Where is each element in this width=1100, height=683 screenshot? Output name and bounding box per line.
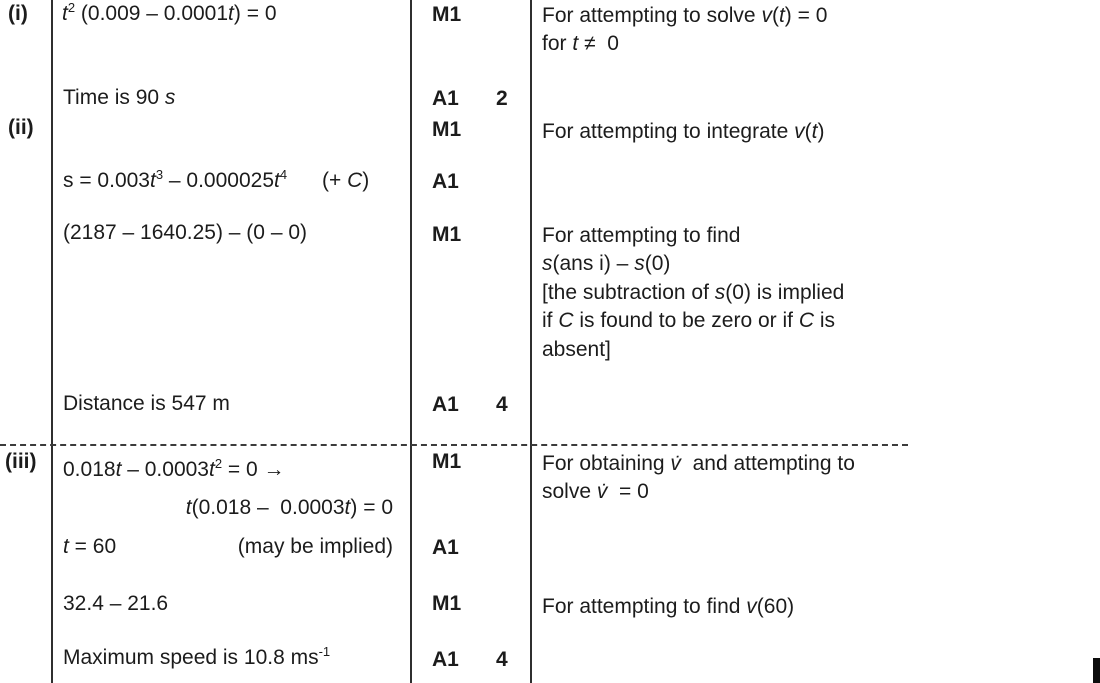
comment-block bbox=[542, 118, 824, 146]
comment-line: s(ans i) – s(0) bbox=[542, 252, 671, 276]
part-label: (i) bbox=[8, 2, 28, 25]
comment-line: absent] bbox=[542, 337, 611, 361]
comment-line: solve v̇ = 0 bbox=[542, 480, 649, 504]
working-line: Time is 90 s bbox=[63, 86, 176, 109]
page-edge-mark bbox=[1093, 658, 1100, 683]
mark-m1: M1 bbox=[432, 450, 462, 473]
mark-total: 4 bbox=[496, 393, 508, 416]
comment-block bbox=[542, 2, 827, 59]
working-line: $0.018t - 0.0003t^2 = 0$ → bbox=[63, 456, 285, 481]
column-divider bbox=[410, 0, 412, 683]
working-note: (may be implied) bbox=[237, 535, 393, 558]
column-divider bbox=[530, 0, 532, 683]
comment-line: For attempting to find bbox=[542, 224, 741, 247]
working-line: Maximum speed is 10.8 $ms^{-1}$ bbox=[63, 644, 331, 669]
mark-m1: M1 bbox=[432, 3, 462, 26]
comment-line: for t ≠ 0 bbox=[542, 32, 619, 56]
comment-line: For attempting to solve v(t) = 0 bbox=[542, 4, 828, 27]
working-line: t(0.018 – 0.0003t) = 0 bbox=[185, 496, 393, 519]
comment-block bbox=[542, 450, 855, 507]
part-label: (ii) bbox=[8, 116, 34, 139]
mark-a1: A1 bbox=[432, 648, 459, 671]
comment-line: For attempting to find v(60) bbox=[542, 595, 795, 618]
working-line: 32.4 – 21.6 bbox=[63, 592, 169, 615]
mark-a1: A1 bbox=[432, 536, 459, 559]
comment-block bbox=[542, 222, 844, 364]
column-divider bbox=[51, 0, 53, 683]
comment-block bbox=[542, 593, 794, 621]
working-line: (2187 – 1640.25) – (0 – 0) bbox=[63, 221, 308, 244]
comment-line: For obtaining v̇ and attempting to bbox=[542, 452, 855, 475]
mark-a1: A1 bbox=[432, 170, 459, 193]
part-label: (iii) bbox=[5, 450, 37, 473]
mark-m1: M1 bbox=[432, 592, 462, 615]
mark-total: 2 bbox=[496, 87, 508, 110]
working-note: (+ C) bbox=[322, 169, 370, 192]
comment-line: [the subtraction of s(0) is implied bbox=[542, 280, 845, 304]
section-divider-dashed bbox=[0, 444, 908, 446]
working-line: Distance is 547 m bbox=[63, 392, 230, 415]
working-line: $s = 0.003t^3 - 0.000025t^4$ bbox=[63, 167, 288, 192]
working-line: $t^2$ (0.009 – 0.0001t) = 0 bbox=[62, 0, 277, 25]
working-line: t = 60 bbox=[63, 535, 117, 558]
mark-a1: A1 bbox=[432, 393, 459, 416]
comment-line: For attempting to integrate v(t) bbox=[542, 120, 825, 143]
mark-m1: M1 bbox=[432, 223, 462, 246]
mark-total: 4 bbox=[496, 648, 508, 671]
mark-m1: M1 bbox=[432, 118, 462, 141]
comment-line: if C is found to be zero or if C is bbox=[542, 309, 835, 333]
mark-a1: A1 bbox=[432, 87, 459, 110]
